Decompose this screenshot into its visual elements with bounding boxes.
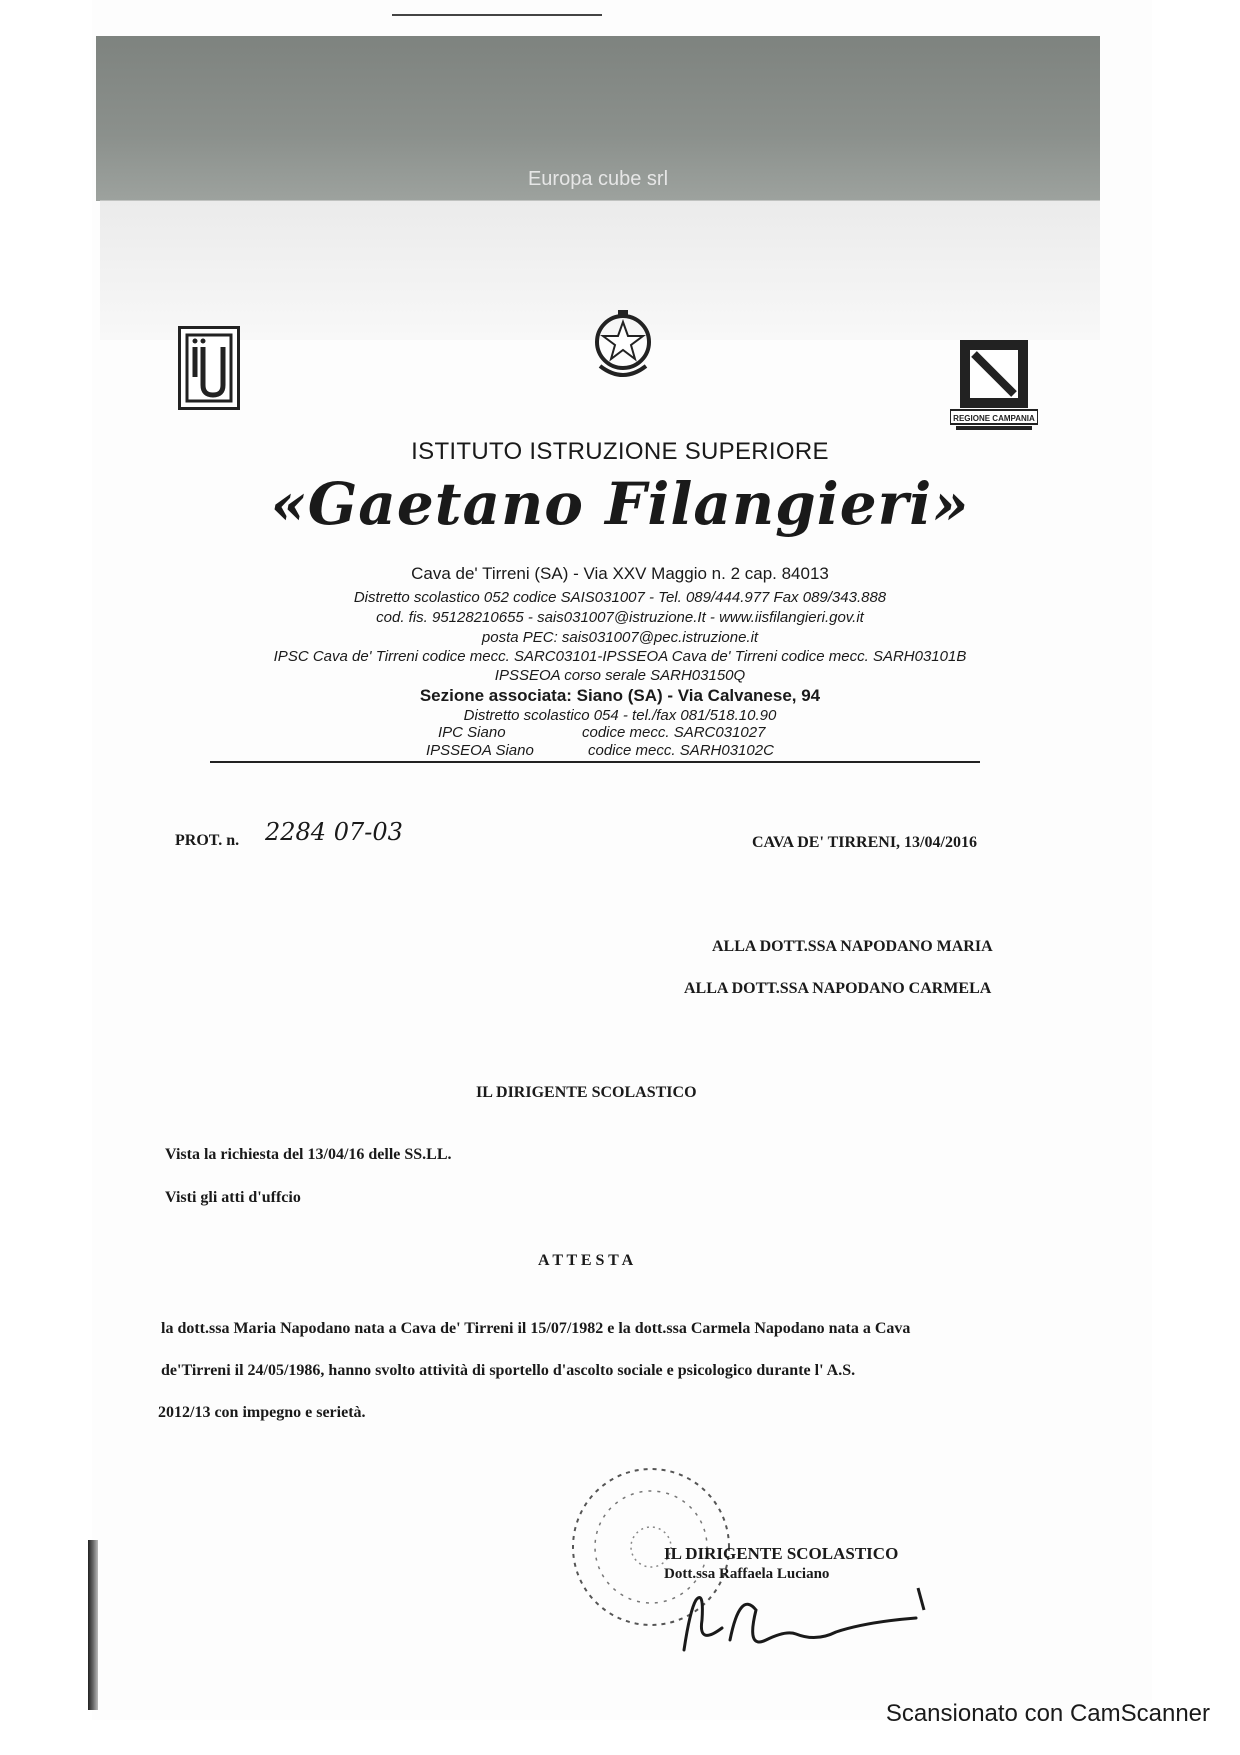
ipsseoa-code: codice mecc. SARH03102C bbox=[588, 742, 774, 759]
header-divider bbox=[210, 761, 980, 763]
school-address: Cava de' Tirreni (SA) - Via XXV Maggio n. 2 cap. 84013 bbox=[411, 564, 829, 583]
dirigente-heading: IL DIRIGENTE SCOLASTICO bbox=[476, 1084, 697, 1101]
body-line-2: de'Tirreni il 24/05/1986, hanno svolto attività di sportello d'ascolto sociale e psicologico durante l' A.S. bbox=[161, 1362, 856, 1379]
regione-campania-logo-icon bbox=[950, 338, 1038, 434]
banner bbox=[96, 36, 1100, 201]
serale-line: IPSSEOA corso serale SARH03150Q bbox=[494, 667, 746, 684]
recipient-maria: ALLA DOTT.SSA NAPODANO MARIA bbox=[712, 938, 993, 955]
visti-line: Visti gli atti d'uffcio bbox=[165, 1189, 301, 1206]
district2-line: Distretto scolastico 054 - tel./fax 081/518.10.90 bbox=[463, 707, 777, 724]
codfis-line: cod. fis. 95128210655 - sais031007@istruzione.It - www.iisfilangieri.gov.it bbox=[376, 609, 864, 626]
pec-line: posta PEC: sais031007@pec.istruzione.it bbox=[481, 629, 759, 646]
scan-margin bbox=[0, 0, 92, 1755]
scan-edge bbox=[88, 1540, 98, 1710]
region-logo-text: REGIONE CAMPANIA bbox=[953, 414, 1035, 423]
ipc-label: IPC Siano bbox=[438, 724, 506, 741]
camscanner-footer: Scansionato con CamScanner bbox=[885, 1700, 1210, 1727]
handwritten-signature-icon bbox=[670, 1580, 940, 1660]
banner-text: Europa cube srl bbox=[527, 168, 669, 190]
ipsc-line: IPSC Cava de' Tirreni codice mecc. SARC03101-IPSSEOA Cava de' Tirreni codice mecc. SARH03101B bbox=[273, 648, 967, 665]
school-logo-icon bbox=[178, 326, 240, 410]
attesta-heading: A T T E S T A bbox=[538, 1252, 634, 1269]
ipc-code: codice mecc. SARC031027 bbox=[582, 724, 766, 741]
prot-label: PROT. n. bbox=[175, 832, 240, 849]
prot-handwritten: 2284 07-03 bbox=[265, 818, 403, 846]
top-line bbox=[392, 14, 602, 16]
ipsseoa-label: IPSSEOA Siano bbox=[426, 742, 534, 759]
body-line-1: la dott.ssa Maria Napodano nata a Cava de' Tirreni il 15/07/1982 e la dott.ssa Carmela Napodano nata a Cava bbox=[161, 1320, 911, 1337]
body-line-3: 2012/13 con impegno e serietà. bbox=[158, 1404, 366, 1421]
signatory-title: IL DIRIGENTE SCOLASTICO bbox=[664, 1544, 899, 1563]
institute-title: ISTITUTO ISTRUZIONE SUPERIORE bbox=[411, 438, 829, 465]
school-name: «Gaetano Filangieri» bbox=[270, 470, 970, 538]
italian-emblem-icon bbox=[590, 306, 656, 384]
sezione-line: Sezione associata: Siano (SA) - Via Calvanese, 94 bbox=[419, 686, 821, 705]
document-date: CAVA DE' TIRRENI, 13/04/2016 bbox=[752, 834, 977, 851]
signatory-name: Dott.ssa Raffaela Luciano bbox=[664, 1566, 830, 1582]
vista-line: Vista la richiesta del 13/04/16 delle SS.LL. bbox=[165, 1146, 452, 1163]
recipient-carmela: ALLA DOTT.SSA NAPODANO CARMELA bbox=[684, 980, 992, 997]
district-line: Distretto scolastico 052 codice SAIS031007 - Tel. 089/444.977 Fax 089/343.888 bbox=[353, 589, 887, 606]
